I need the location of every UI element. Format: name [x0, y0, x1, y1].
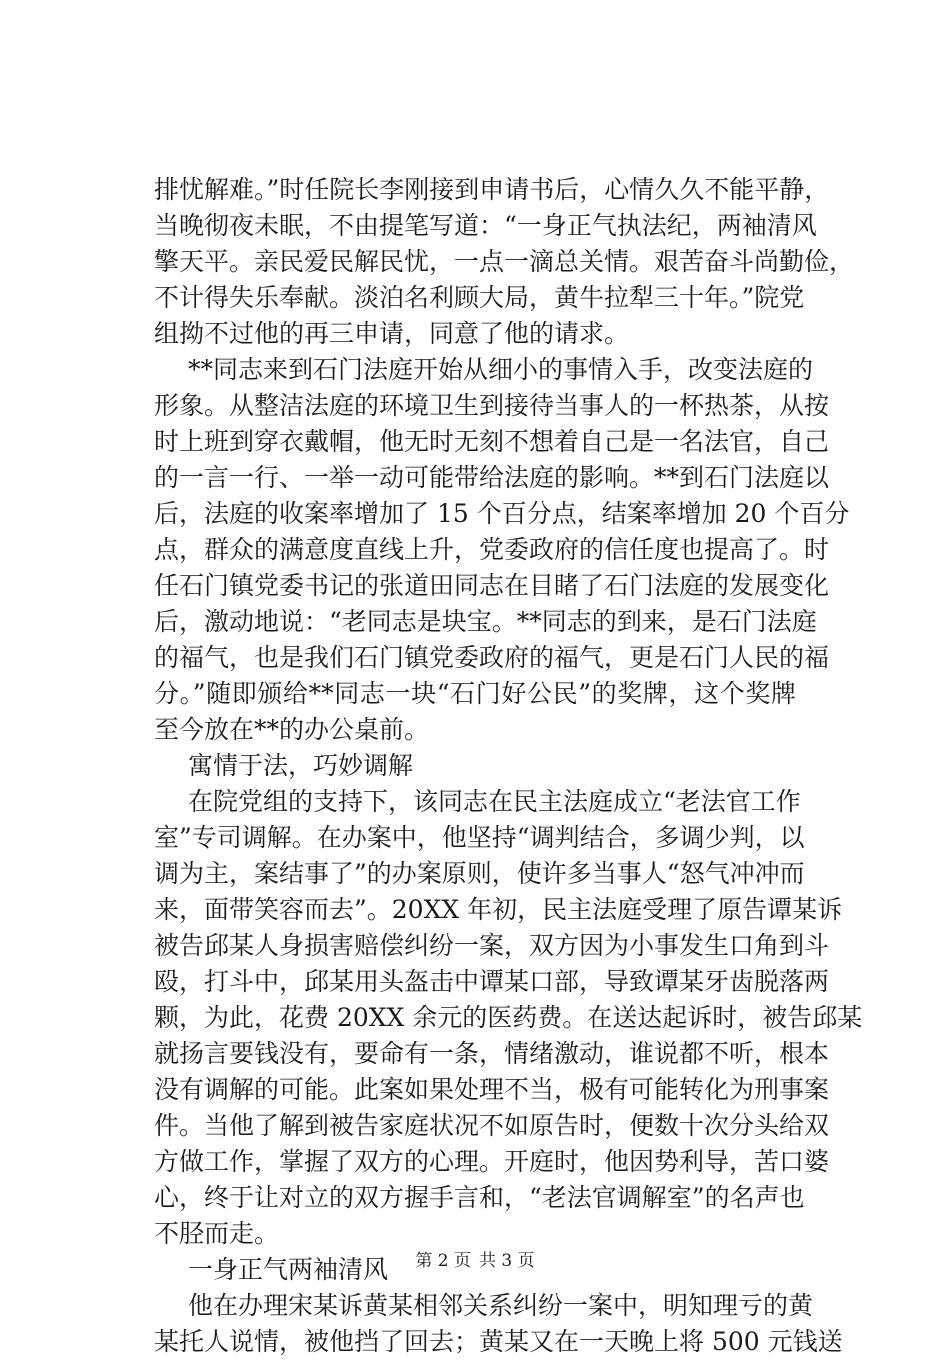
text-line: 排忧解难。”时任院长李刚接到申请书后，心情久久不能平静，: [154, 175, 830, 204]
text-line: 不胫而走。: [154, 1219, 280, 1248]
text-line: 形象。从整洁法庭的环境卫生到接待当事人的一杯热茶，从按: [154, 391, 830, 420]
text-line: 被告邱某人身损害赔偿纠纷一案，双方因为小事发生口角到斗: [154, 931, 830, 960]
page-number: 第 2 页: [415, 1251, 471, 1271]
text-line: 来，面带笑容而去”。20XX 年初，民主法庭受理了原告谭某诉: [154, 895, 843, 924]
text-line: 的福气，也是我们石门镇党委政府的福气，更是石门人民的福: [154, 643, 830, 672]
text-line: 后，法庭的收案率增加了 15 个百分点，结案率增加 20 个百分: [154, 499, 850, 528]
text-line: 当晚彻夜未眠，不由提笔写道：“一身正气执法纪，两袖清风: [154, 211, 817, 240]
text-line: 调为主，案结事了”的办案原则，使许多当事人“怒气冲冲而: [154, 859, 805, 888]
text-line: 在院党组的支持下，该同志在民主法庭成立“老法官工作: [188, 787, 801, 816]
text-line: 就扬言要钱没有，要命有一条，情绪激动，谁说都不听，根本: [154, 1039, 830, 1068]
text-line: 心，终于让对立的双方握手言和，“老法官调解室”的名声也: [154, 1183, 805, 1212]
text-line: 某托人说情，被他挡了回去；黄某又在一天晚上将 500 元钱送: [154, 1327, 843, 1356]
section-heading: 寓情于法，巧妙调解: [188, 751, 414, 780]
text-line: 点，群众的满意度直线上升，党委政府的信任度也提高了。时: [154, 535, 830, 564]
text-line: 件。当他了解到被告家庭状况不如原告时，便数十次分头给双: [154, 1111, 830, 1140]
text-line: 颗，为此，花费 20XX 余元的医药费。在送达起诉时，被告邱某: [154, 1003, 863, 1032]
text-line: 的一言一行、一举一动可能带给法庭的影响。**到石门法庭以: [154, 463, 830, 492]
text-line: 殴，打斗中，邱某用头盔击中谭某口部，导致谭某牙齿脱落两: [154, 967, 830, 996]
text-line: 至今放在**的办公桌前。: [154, 715, 430, 744]
page-footer: [0, 1249, 950, 1273]
page-total: 共 3 页: [479, 1251, 535, 1271]
document-body: [154, 172, 863, 1360]
text-line: 不计得失乐奉献。淡泊名利顾大局，黄牛拉犁三十年。”院党: [154, 283, 805, 312]
text-line: **同志来到石门法庭开始从细小的事情入手，改变法庭的: [188, 355, 814, 384]
text-line: 后，激动地说：“老同志是块宝。**同志的到来，是石门法庭: [154, 607, 817, 636]
text-line: 时上班到穿衣戴帽，他无时无刻不想着自己是一名法官，自己: [154, 427, 830, 456]
text-line: 分。”随即颁给**同志一块“石门好公民”的奖牌，这个奖牌: [154, 679, 796, 708]
text-line: 任石门镇党委书记的张道田同志在目睹了石门法庭的发展变化: [154, 571, 830, 600]
text-line: 方做工作，掌握了双方的心理。开庭时，他因势利导，苦口婆: [154, 1147, 830, 1176]
text-line: 室”专司调解。在办案中，他坚持“调判结合，多调少判，以: [154, 823, 805, 852]
text-line: 组拗不过他的再三申请，同意了他的请求。: [154, 319, 630, 348]
text-line: 他在办理宋某诉黄某相邻关系纠纷一案中，明知理亏的黄: [188, 1291, 814, 1320]
text-line: 擎天平。亲民爱民解民忧，一点一滴总关情。艰苦奋斗尚勤俭，: [154, 247, 855, 276]
section-heading: 一身正气两袖清风: [188, 1255, 389, 1284]
text-line: 没有调解的可能。此案如果处理不当，极有可能转化为刑事案: [154, 1075, 830, 1104]
